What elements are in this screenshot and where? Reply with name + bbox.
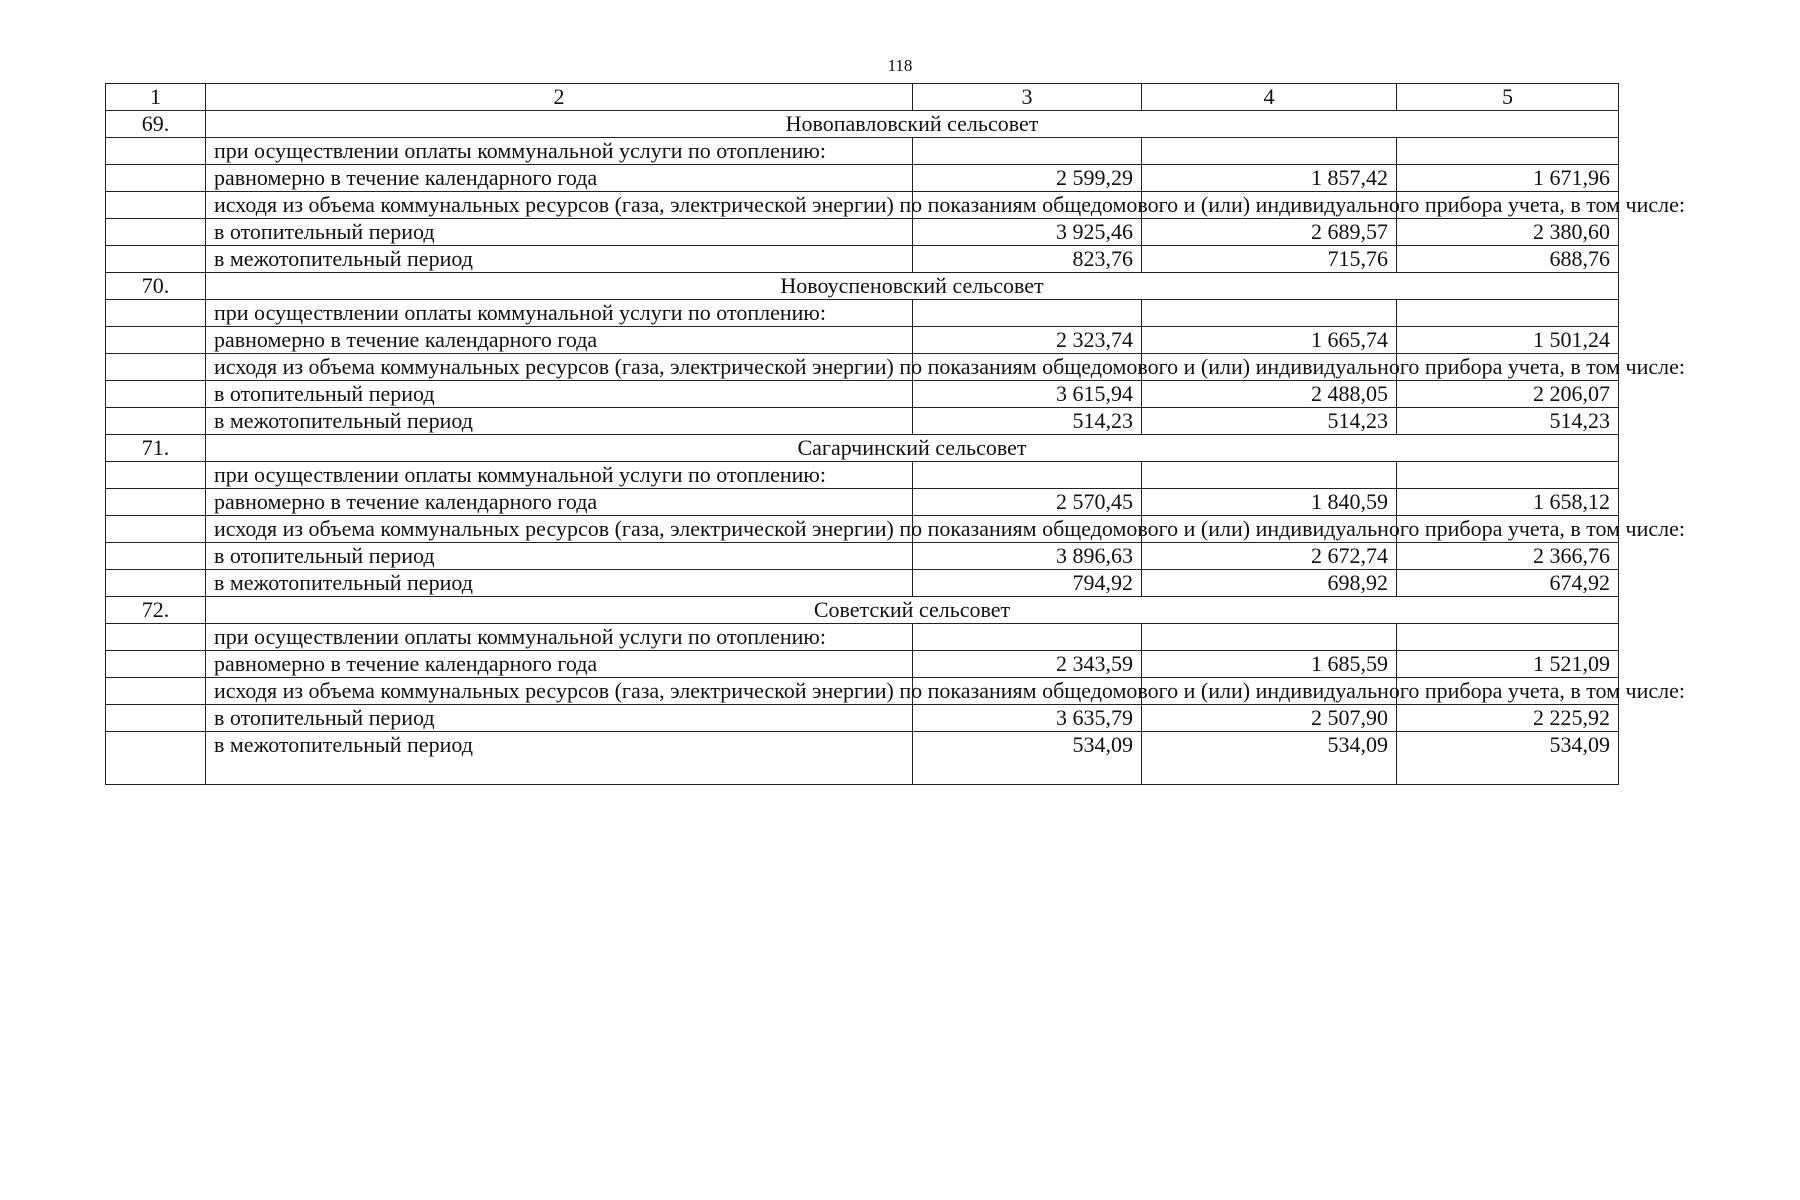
value-cell-col-4: 534,09 xyxy=(1142,732,1397,785)
value-cell-col-5 xyxy=(1397,138,1619,165)
row-label: в отопительный период xyxy=(206,705,913,732)
row-number-cell xyxy=(106,408,206,435)
value-cell-col-4: 1 857,42 xyxy=(1142,165,1397,192)
value-cell-col-3: 514,23 xyxy=(913,408,1142,435)
value-cell-col-4: 2 689,57 xyxy=(1142,219,1397,246)
row-number-cell xyxy=(106,354,206,381)
value-cell-col-5: 1 521,09 xyxy=(1397,651,1619,678)
row-label: равномерно в течение календарного года xyxy=(206,651,913,678)
section-header-row xyxy=(106,111,1619,138)
header-row xyxy=(106,84,1619,111)
value-cell-col-5: 2 380,60 xyxy=(1397,219,1619,246)
table-row xyxy=(106,732,1619,785)
row-label: в отопительный период xyxy=(206,543,913,570)
value-cell-col-3 xyxy=(913,462,1142,489)
value-cell-col-4: 698,92 xyxy=(1142,570,1397,597)
row-label: при осуществлении оплаты коммунальной услуги по отоплению: xyxy=(206,624,913,651)
table-row xyxy=(106,543,1619,570)
value-cell-col-5: 2 366,76 xyxy=(1397,543,1619,570)
column-number-3: 3 xyxy=(913,84,1142,111)
table-row xyxy=(106,462,1619,489)
row-number-cell xyxy=(106,165,206,192)
value-cell-col-3: 2 570,45 xyxy=(913,489,1142,516)
row-number-cell xyxy=(106,246,206,273)
value-cell-col-5: 534,09 xyxy=(1397,732,1619,785)
value-cell-col-3: 3 925,46 xyxy=(913,219,1142,246)
table-row xyxy=(106,516,1619,543)
section-header-row xyxy=(106,597,1619,624)
value-cell-col-5: 1 501,24 xyxy=(1397,327,1619,354)
table-row xyxy=(106,489,1619,516)
value-cell-col-5: 514,23 xyxy=(1397,408,1619,435)
table-row xyxy=(106,246,1619,273)
tariff-table xyxy=(105,83,1686,785)
table-row xyxy=(106,300,1619,327)
column-number-1: 1 xyxy=(106,84,206,111)
value-cell-col-4: 1 685,59 xyxy=(1142,651,1397,678)
row-number-cell xyxy=(106,138,206,165)
row-label: в межотопительный период xyxy=(206,408,913,435)
value-cell-col-3: 794,92 xyxy=(913,570,1142,597)
row-number-cell xyxy=(106,570,206,597)
value-cell-col-3: 823,76 xyxy=(913,246,1142,273)
row-label: исходя из объема коммунальных ресурсов (газа, электрической энергии) по показаниям общедомового и (или) индивидуального прибора учета, в том числе: xyxy=(206,192,913,219)
row-label: в межотопительный период xyxy=(206,732,913,785)
row-label: при осуществлении оплаты коммунальной услуги по отоплению: xyxy=(206,300,913,327)
value-cell-col-5: 2 225,92 xyxy=(1397,705,1619,732)
table-row xyxy=(106,624,1619,651)
value-cell-col-3: 3 615,94 xyxy=(913,381,1142,408)
column-number-5: 5 xyxy=(1397,84,1619,111)
value-cell-col-5: 2 206,07 xyxy=(1397,381,1619,408)
table-row xyxy=(106,165,1619,192)
value-cell-col-3: 2 343,59 xyxy=(913,651,1142,678)
value-cell-col-4 xyxy=(1142,462,1397,489)
section-number: 70. xyxy=(106,273,206,300)
row-number-cell xyxy=(106,732,206,785)
row-number-cell xyxy=(106,516,206,543)
table-row xyxy=(106,381,1619,408)
value-cell-col-3: 534,09 xyxy=(913,732,1142,785)
row-label: равномерно в течение календарного года xyxy=(206,327,913,354)
table-row xyxy=(106,138,1619,165)
value-cell-col-3: 2 599,29 xyxy=(913,165,1142,192)
row-number-cell xyxy=(106,300,206,327)
row-number-cell xyxy=(106,381,206,408)
row-number-cell xyxy=(106,192,206,219)
section-header-row xyxy=(106,435,1619,462)
section-title: Советский сельсовет xyxy=(206,597,1619,624)
row-label: в межотопительный период xyxy=(206,246,913,273)
section-title: Новопавловский сельсовет xyxy=(206,111,1619,138)
row-label: исходя из объема коммунальных ресурсов (газа, электрической энергии) по показаниям общедомового и (или) индивидуального прибора учета, в том числе: xyxy=(206,516,913,543)
row-number-cell xyxy=(106,462,206,489)
value-cell-col-4 xyxy=(1142,624,1397,651)
value-cell-col-5 xyxy=(1397,624,1619,651)
row-label: равномерно в течение календарного года xyxy=(206,489,913,516)
value-cell-col-5: 1 658,12 xyxy=(1397,489,1619,516)
value-cell-col-4: 1 840,59 xyxy=(1142,489,1397,516)
value-cell-col-3: 3 635,79 xyxy=(913,705,1142,732)
row-label: равномерно в течение календарного года xyxy=(206,165,913,192)
value-cell-col-5 xyxy=(1397,462,1619,489)
table-row xyxy=(106,219,1619,246)
table-row xyxy=(106,678,1619,705)
value-cell-col-4: 715,76 xyxy=(1142,246,1397,273)
row-number-cell xyxy=(106,624,206,651)
value-cell-col-4: 2 507,90 xyxy=(1142,705,1397,732)
row-number-cell xyxy=(106,678,206,705)
table-row xyxy=(106,570,1619,597)
value-cell-col-5: 688,76 xyxy=(1397,246,1619,273)
row-label: исходя из объема коммунальных ресурсов (газа, электрической энергии) по показаниям общедомового и (или) индивидуального прибора учета, в том числе: xyxy=(206,354,913,381)
value-cell-col-3 xyxy=(913,300,1142,327)
row-label: в межотопительный период xyxy=(206,570,913,597)
section-header-row xyxy=(106,273,1619,300)
value-cell-col-4: 1 665,74 xyxy=(1142,327,1397,354)
row-label: в отопительный период xyxy=(206,381,913,408)
section-number: 72. xyxy=(106,597,206,624)
section-number: 71. xyxy=(106,435,206,462)
row-number-cell xyxy=(106,705,206,732)
row-number-cell xyxy=(106,327,206,354)
value-cell-col-5: 1 671,96 xyxy=(1397,165,1619,192)
section-number: 69. xyxy=(106,111,206,138)
row-label: при осуществлении оплаты коммунальной услуги по отоплению: xyxy=(206,462,913,489)
table-row xyxy=(106,651,1619,678)
value-cell-col-3 xyxy=(913,138,1142,165)
table-row xyxy=(106,354,1619,381)
value-cell-col-5: 674,92 xyxy=(1397,570,1619,597)
tariff-table-body xyxy=(106,84,1686,785)
row-number-cell xyxy=(106,651,206,678)
table-row xyxy=(106,327,1619,354)
table-row xyxy=(106,408,1619,435)
value-cell-col-4 xyxy=(1142,138,1397,165)
value-cell-col-5 xyxy=(1397,300,1619,327)
value-cell-col-3 xyxy=(913,624,1142,651)
value-cell-col-4: 514,23 xyxy=(1142,408,1397,435)
value-cell-col-3: 3 896,63 xyxy=(913,543,1142,570)
value-cell-col-4: 2 488,05 xyxy=(1142,381,1397,408)
value-cell-col-4 xyxy=(1142,300,1397,327)
row-label: в отопительный период xyxy=(206,219,913,246)
column-number-4: 4 xyxy=(1142,84,1397,111)
table-row xyxy=(106,192,1619,219)
value-cell-col-3: 2 323,74 xyxy=(913,327,1142,354)
value-cell-col-4: 2 672,74 xyxy=(1142,543,1397,570)
row-number-cell xyxy=(106,219,206,246)
row-label: при осуществлении оплаты коммунальной услуги по отоплению: xyxy=(206,138,913,165)
section-title: Сагарчинский сельсовет xyxy=(206,435,1619,462)
page-number: 118 xyxy=(887,56,913,75)
row-number-cell xyxy=(106,543,206,570)
column-number-2: 2 xyxy=(206,84,913,111)
row-label: исходя из объема коммунальных ресурсов (газа, электрической энергии) по показаниям общедомового и (или) индивидуального прибора учета, в том числе: xyxy=(206,678,913,705)
row-number-cell xyxy=(106,489,206,516)
table-row xyxy=(106,705,1619,732)
section-title: Новоуспеновский сельсовет xyxy=(206,273,1619,300)
